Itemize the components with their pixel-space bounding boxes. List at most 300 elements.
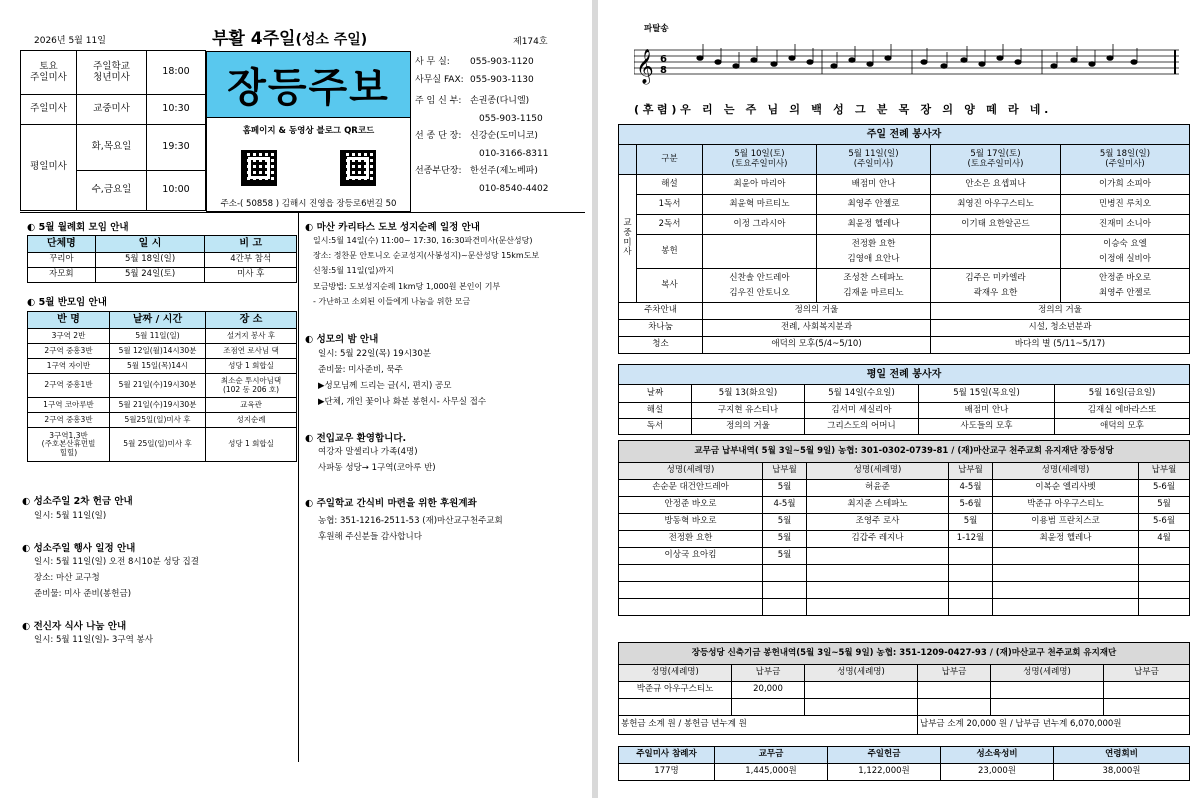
table-cell: 안정준 바오로 xyxy=(619,497,763,514)
homepage-qr-icon[interactable] xyxy=(241,150,277,186)
table-row xyxy=(619,320,1190,337)
table-cell: 5월 xyxy=(763,480,807,497)
table-cell xyxy=(949,599,993,616)
date-header: 5월 14일(수요일) xyxy=(805,385,919,403)
qr-caption: 홈페이지 & 동영상 블로그 QR코드 xyxy=(242,126,375,136)
table-cell xyxy=(807,599,949,616)
church-address: 주소-( 50858 ) 김해시 진영읍 장등로6번길 50 xyxy=(220,199,397,209)
row-label: 차나눔 xyxy=(619,320,703,337)
title-main: 부활 4주일 xyxy=(212,29,296,49)
table-cell xyxy=(703,235,817,269)
table-cell: 정의의 거울 xyxy=(931,303,1190,320)
note-head xyxy=(867,62,873,67)
sec-meal-body xyxy=(34,632,153,648)
table-cell: 1-12월 xyxy=(949,531,993,548)
contact-label: 주 임 신 부: xyxy=(415,96,462,107)
contact-value: 055-903-1130 xyxy=(470,74,534,85)
table-cell: 이복순 엘리사벳 xyxy=(993,480,1139,497)
total-value: 1,122,000원 xyxy=(828,764,941,781)
table-cell: 민병진 루치오 xyxy=(1061,195,1190,215)
table-cell: 김재실 에바라스또 xyxy=(1055,403,1190,419)
sec-donation-title: ◐ 주일학교 간식비 마련을 위한 후원계좌 xyxy=(305,495,477,509)
table-cell: 성당 1 회합실 xyxy=(206,428,297,462)
contact-label: 사무실 FAX: xyxy=(415,74,464,85)
sched-time: 18:00 xyxy=(147,51,206,95)
table-cell: 5-6월 xyxy=(1139,514,1190,531)
column-header: 연령회비 xyxy=(1054,747,1190,764)
contact-value: 055-903-1120 xyxy=(470,57,534,67)
contact-value: 010-8540-4402 xyxy=(479,183,549,194)
total-value: 23,000원 xyxy=(941,764,1054,781)
th: 비 고 xyxy=(205,236,297,253)
date-header xyxy=(931,145,1061,175)
table-cell xyxy=(807,548,949,565)
note-head xyxy=(1107,56,1113,61)
sec-vocation-collection-title: ◐ 성소주일 2차 헌금 안내 xyxy=(22,493,133,507)
text-line: ▶성모님께 드리는 글(시, 편지) 공모 xyxy=(318,381,452,392)
table-cell: 20,000 xyxy=(732,682,805,699)
table-row xyxy=(619,215,1190,235)
table-cell: 5월 25일(일)미사 후 xyxy=(110,428,206,462)
side-label: 교 중 미 사 xyxy=(619,175,637,303)
row-label: 청소 xyxy=(619,337,703,354)
table-cell: 교육관 xyxy=(206,398,297,413)
text-line: 장소: 정찬문 안토니오 순교성지(사봉성지)~문산성당 15km도보 xyxy=(313,251,540,261)
column-header: 구분 xyxy=(637,145,703,175)
table-cell: 4간부 참석 xyxy=(205,253,297,268)
table-cell: 그리스도의 어머니 xyxy=(805,419,919,435)
tithe-payment-table xyxy=(618,440,1190,616)
row-label: 주차안내 xyxy=(619,303,703,320)
table-cell: 이기태 요한알곤드 xyxy=(931,215,1061,235)
monthly-meeting-table xyxy=(27,235,297,283)
issue-number: 제174호 xyxy=(513,37,548,47)
contact-value: 신강순(도미니코) xyxy=(470,131,538,142)
column-header: 성소육성비 xyxy=(941,747,1054,764)
table-cell xyxy=(993,565,1139,582)
table-cell xyxy=(1104,699,1190,716)
table-cell xyxy=(1139,565,1190,582)
contact-line xyxy=(415,72,585,90)
weekly-totals-table xyxy=(618,746,1190,781)
table-cell: 5월25일(일)미사 후 xyxy=(110,413,206,428)
th: 단체명 xyxy=(28,236,96,253)
table-cell: 4월 xyxy=(1139,531,1190,548)
th: 반 명 xyxy=(28,312,110,329)
table-row xyxy=(619,565,1190,582)
text-line: 농협: 351-1216-2511-53 (재)마산교구천주교회 xyxy=(318,516,503,526)
note-head xyxy=(1015,60,1021,65)
table-cell: 이정 그라시아 xyxy=(703,215,817,235)
group-meeting-table xyxy=(27,311,297,462)
table-cell: 배점미 안나 xyxy=(817,175,931,195)
hymn-label: 파탈송 xyxy=(644,24,669,34)
table-title: 장등성당 신축기금 봉헌내역(5월 3일~5월 9일) 농협: 351-1209-0427-93 / (재)마산교구 천주교회 유지재단 xyxy=(619,643,1190,665)
table-row xyxy=(619,699,1190,716)
table-cell: 허윤준 xyxy=(807,480,949,497)
table-row xyxy=(619,385,1190,403)
sec-group-meeting-title: ◐ 5월 반모임 안내 xyxy=(27,294,107,308)
table-cell: 김서미 세실리아 xyxy=(805,403,919,419)
table-cell: 김주은 미카엘라 곽재우 요한 xyxy=(931,269,1061,303)
table-row xyxy=(619,441,1190,463)
row-label: 복사 xyxy=(637,269,703,303)
table-cell: 이용범 프란치스코 xyxy=(993,514,1139,531)
table-cell: 5월 xyxy=(763,514,807,531)
issue-date: 2026년 5월 11일 xyxy=(34,36,106,46)
table-cell xyxy=(763,599,807,616)
table-row xyxy=(619,480,1190,497)
sched-group: 토요 주일미사 xyxy=(21,51,77,95)
table-cell: 전정환 요한 김영애 요안나 xyxy=(817,235,931,269)
table-title: 주일 전례 봉사자 xyxy=(619,125,1190,145)
table-cell: 정의의 거울 xyxy=(692,419,805,435)
table-cell: 박준규 아우구스티노 xyxy=(993,497,1139,514)
date-line: (주일미사) xyxy=(1105,158,1145,169)
table-cell: 최윤정 헬레나 xyxy=(993,531,1139,548)
table-cell: 최지준 스테파노 xyxy=(807,497,949,514)
table-cell: 자모회 xyxy=(28,268,96,283)
building-fund-table xyxy=(618,642,1190,735)
column-header: 날짜 xyxy=(619,385,692,403)
table-row xyxy=(619,764,1190,781)
note-head xyxy=(885,56,891,61)
row-label: 봉헌 xyxy=(637,235,703,269)
column-header: 성명(세례명) xyxy=(619,463,763,480)
date-header xyxy=(817,145,931,175)
note-head xyxy=(961,58,967,63)
sec-meal-title: ◐ 전신자 식사 나눔 안내 xyxy=(22,618,126,632)
table-cell: 3구역1,3반 (주호본산휴먼빌 힐힐) xyxy=(28,428,110,462)
table-cell: 5월 xyxy=(763,531,807,548)
table-row xyxy=(28,398,297,413)
text-line: - 가난하고 소외된 이들에게 나눔을 위한 모금 xyxy=(313,296,471,306)
table-cell: 5월 xyxy=(949,514,993,531)
table-cell xyxy=(763,565,807,582)
note-head xyxy=(697,56,703,61)
sched-time: 10:30 xyxy=(147,95,206,125)
table-cell: 3구역 2반 xyxy=(28,329,110,344)
table-row xyxy=(619,682,1190,699)
column-header: 주일미사 참례자 xyxy=(619,747,715,764)
date-line: (토요주일미사) xyxy=(967,158,1024,169)
note-head xyxy=(1089,62,1095,67)
table-cell: 5월 xyxy=(1139,497,1190,514)
table-cell: 최윤혁 마르티노 xyxy=(703,195,817,215)
column-header: 납부월 xyxy=(763,463,807,480)
table-title: 교무금 납부내역( 5월 3일~5월 9일) 농협: 301-0302-0739-81 / (재)마산교구 천주교회 유지재단 장등성당 xyxy=(619,441,1190,463)
table-cell: 미사 후 xyxy=(205,268,297,283)
table-row xyxy=(619,548,1190,565)
sec-vocation-event-title: ◐ 성소주일 행사 일정 안내 xyxy=(22,540,135,554)
table-cell: 최윤아 마리아 xyxy=(703,175,817,195)
contact-label: 선 종 단 장: xyxy=(415,131,462,142)
table-cell: 안소은 요셉피나 xyxy=(931,175,1061,195)
table-cell: 4-5월 xyxy=(763,497,807,514)
contact-label: 사 무 실: xyxy=(415,57,450,67)
table-cell xyxy=(805,699,918,716)
mass-schedule-table xyxy=(20,50,206,211)
table-cell: 이승숙 요엘 이정애 실비아 xyxy=(1061,235,1190,269)
table-cell: 박준규 아우구스티노 xyxy=(619,682,732,699)
table-cell: 성지순례 xyxy=(206,413,297,428)
table-cell xyxy=(732,699,805,716)
column-header: 납부금 xyxy=(918,665,991,682)
text-line: 일시: 5월 22일(목) 19시30분 xyxy=(318,349,431,359)
table-cell: 최영진 아우구스티노 xyxy=(931,195,1061,215)
note-head xyxy=(831,64,837,69)
table-row xyxy=(619,269,1190,303)
contact-line xyxy=(415,181,585,199)
table-cell xyxy=(805,682,918,699)
sec-donation-body xyxy=(318,513,503,545)
table-row xyxy=(619,747,1190,764)
bulletin-right-page xyxy=(598,0,1200,798)
table-row xyxy=(619,643,1190,665)
table-cell xyxy=(991,699,1104,716)
text-line: 모금방법: 도보성지순례 1km당 1,000원 본인이 기부 xyxy=(313,281,501,291)
row-label: 2독서 xyxy=(637,215,703,235)
text-line: 여강자 말셀리나 가족(4명) xyxy=(318,447,418,457)
table-cell: 방동혁 바오로 xyxy=(619,514,763,531)
note-head xyxy=(921,60,927,65)
sec-pilgrimage-title: ◐ 마산 카리타스 도보 성지순례 일정 안내 xyxy=(305,219,480,233)
table-cell: 5월 24일(토) xyxy=(95,268,205,283)
th: 일 시 xyxy=(95,236,205,253)
table-row xyxy=(619,403,1190,419)
table-cell xyxy=(931,235,1061,269)
sched-group: 평일미사 xyxy=(21,125,77,211)
table-cell: 4-5월 xyxy=(949,480,993,497)
text-line: 장소: 마산 교구청 xyxy=(34,573,100,584)
table-row xyxy=(619,125,1190,145)
page-title xyxy=(212,24,367,49)
column-header: 납부금 xyxy=(732,665,805,682)
note-head xyxy=(771,62,777,67)
table-row xyxy=(28,268,297,283)
table-row xyxy=(28,344,297,359)
note-head xyxy=(979,62,985,67)
date-line: 5월 10일(토) xyxy=(734,148,785,159)
table-cell xyxy=(1104,682,1190,699)
table-row xyxy=(619,582,1190,599)
column-header: 주일헌금 xyxy=(828,747,941,764)
qr-panel xyxy=(206,118,411,212)
table-cell: 5-6월 xyxy=(1139,480,1190,497)
contact-line xyxy=(415,54,585,72)
svg-text:6: 6 xyxy=(660,54,667,65)
note-head xyxy=(941,64,947,69)
table-cell xyxy=(807,565,949,582)
date-line: 5월 18일(일) xyxy=(1099,148,1151,159)
table-cell xyxy=(807,582,949,599)
date-line: 5월 17일(토) xyxy=(970,148,1021,159)
table-cell: 조영주 로사 xyxy=(807,514,949,531)
table-cell xyxy=(1139,599,1190,616)
table-cell: 성당 1 회합실 xyxy=(206,359,297,374)
table-cell: 애덕의 모후 xyxy=(1055,419,1190,435)
contact-line xyxy=(415,111,585,129)
table-row xyxy=(619,303,1190,320)
table-cell: 5월 21일(수)19시30분 xyxy=(110,374,206,398)
sec-vocation-event-body xyxy=(34,554,199,602)
sched-group: 주일미사 xyxy=(21,95,77,125)
contact-line xyxy=(415,93,585,111)
table-cell: 2구역 중흥3반 xyxy=(28,413,110,428)
table-cell: 구지현 유스티나 xyxy=(692,403,805,419)
text-line: 준비물: 미사준비, 묵주 xyxy=(318,365,403,376)
table-row xyxy=(619,195,1190,215)
table-cell: 김갑주 레지나 xyxy=(807,531,949,548)
table-row xyxy=(619,145,1190,175)
table-cell: 진재미 소니아 xyxy=(1061,215,1190,235)
th: 장 소 xyxy=(206,312,297,329)
note-head xyxy=(1131,60,1137,65)
note-head xyxy=(751,58,757,63)
table-row xyxy=(619,531,1190,548)
hymn-lyric: (후렴)우 리 는 주 님 의 백 성 그 분 목 장 의 양 떼 라 네. xyxy=(634,103,1052,116)
sched-type: 화,목요일 xyxy=(77,125,147,171)
date-line: 5월 11일(일) xyxy=(848,148,899,159)
sched-type: 주일학교 청년미사 xyxy=(77,51,147,95)
table-cell: 전례, 사회복지분과 xyxy=(703,320,931,337)
sec-welcome-title: ◐ 전입교우 환영합니다. xyxy=(305,430,406,444)
table-row xyxy=(28,253,297,268)
table-cell xyxy=(949,565,993,582)
table-cell xyxy=(619,145,637,175)
table-cell: 5월 21일(수)19시30분 xyxy=(110,398,206,413)
contact-label: 선종부단장: xyxy=(415,166,462,177)
table-cell xyxy=(619,582,763,599)
sched-time: 10:00 xyxy=(147,171,206,211)
contact-value: 한선주(제노베파) xyxy=(470,166,538,177)
table-cell: 조점연 로사님 댁 xyxy=(206,344,297,359)
sec-mary-night-body xyxy=(318,346,486,411)
table-cell: 배점미 안나 xyxy=(919,403,1055,419)
column-header: 성명(세례명) xyxy=(805,665,918,682)
table-cell xyxy=(918,682,991,699)
note-head xyxy=(849,58,855,63)
contact-value: 055-903-1150 xyxy=(479,113,543,124)
table-cell: 1구역 자이반 xyxy=(28,359,110,374)
table-cell xyxy=(619,699,732,716)
row-label: 독서 xyxy=(619,419,692,435)
table-cell xyxy=(993,548,1139,565)
total-value: 1,445,000원 xyxy=(715,764,828,781)
total-value: 38,000원 xyxy=(1054,764,1190,781)
table-cell: 5월 18일(일) xyxy=(95,253,205,268)
table-cell: 2구역 중흥3반 xyxy=(28,344,110,359)
table-cell: 이가희 소피아 xyxy=(1061,175,1190,195)
date-header: 5월 16일(금요일) xyxy=(1055,385,1190,403)
sec-monthly-meeting-title: ◐ 5월 월례회 모임 안내 xyxy=(27,219,129,233)
note-head xyxy=(715,60,721,65)
sec-mary-night-title: ◐ 성모의 밤 안내 xyxy=(305,331,378,345)
th: 날짜 / 시간 xyxy=(110,312,206,329)
column-header: 성명(세례명) xyxy=(807,463,949,480)
table-cell xyxy=(763,582,807,599)
column-header: 납부월 xyxy=(1139,463,1190,480)
table-cell: 5월 11일(일) xyxy=(110,329,206,344)
sched-type: 수,금요일 xyxy=(77,171,147,211)
table-cell xyxy=(949,548,993,565)
column-header: 성명(세례명) xyxy=(993,463,1139,480)
table-cell: 애덕의 모후(5/4~5/10) xyxy=(703,337,931,354)
tithe-summary: 납부금 소계 20,000 원 / 납부금 년누계 6,070,000원 xyxy=(918,716,1190,735)
table-row xyxy=(619,419,1190,435)
table-row xyxy=(619,235,1190,269)
table-cell: 최윤정 헬레나 xyxy=(817,215,931,235)
table-cell: 시설, 청소년분과 xyxy=(931,320,1190,337)
row-label: 1독서 xyxy=(637,195,703,215)
table-cell: 5-6월 xyxy=(949,497,993,514)
table-cell xyxy=(949,582,993,599)
table-cell xyxy=(1139,548,1190,565)
table-row xyxy=(28,359,297,374)
table-cell: 이상국 요아킴 xyxy=(619,548,763,565)
date-header xyxy=(1061,145,1190,175)
svg-text:8: 8 xyxy=(660,65,667,76)
text-line: 준비물: 미사 준비(봉헌금) xyxy=(34,589,132,600)
column-header: 성명(세례명) xyxy=(619,665,732,682)
total-value: 177명 xyxy=(619,764,715,781)
table-row xyxy=(619,175,1190,195)
table-cell: 신찬솔 안드레아 김우진 안토니오 xyxy=(703,269,817,303)
table-cell: 설거지 봉사 후 xyxy=(206,329,297,344)
table-cell xyxy=(619,565,763,582)
text-line: 일시:5월 14일(수) 11:00~ 17:30, 16:30파견미사(문산성당) xyxy=(313,236,533,245)
table-cell: 전정환 요한 xyxy=(619,531,763,548)
table-row xyxy=(619,514,1190,531)
table-cell xyxy=(993,582,1139,599)
contact-list xyxy=(415,54,585,198)
date-header: 5월 13(화요일) xyxy=(692,385,805,403)
table-cell: 5월 12일(월)14시30분 xyxy=(110,344,206,359)
blog-qr-icon[interactable] xyxy=(340,150,376,186)
contact-value: 010-3166-8311 xyxy=(479,148,549,159)
column-divider xyxy=(298,212,299,762)
table-row xyxy=(619,716,1190,735)
date-header xyxy=(703,145,817,175)
title-sub: (성소 주일) xyxy=(295,32,368,48)
table-cell: 안정준 바오로 최영주 안젤로 xyxy=(1061,269,1190,303)
contact-line xyxy=(415,128,585,146)
date-line: (토요주일미사) xyxy=(731,158,788,169)
header-divider xyxy=(20,212,585,213)
table-cell: 바다의 별 (5/11~5/17) xyxy=(931,337,1190,354)
table-cell: 2구역 중흥1반 xyxy=(28,374,110,398)
table-cell: 1구역 코아루반 xyxy=(28,398,110,413)
table-row xyxy=(28,374,297,398)
table-row xyxy=(619,365,1190,385)
table-cell: 사도들의 모후 xyxy=(919,419,1055,435)
table-title: 평일 전례 봉사자 xyxy=(619,365,1190,385)
sec-vocation-collection-body xyxy=(34,508,106,524)
date-line: (주일미사) xyxy=(853,158,894,169)
row-label: 해설 xyxy=(637,175,703,195)
table-cell xyxy=(1139,582,1190,599)
table-cell xyxy=(918,699,991,716)
treble-clef-icon: 𝄞 xyxy=(636,49,654,84)
note-head xyxy=(789,56,795,61)
table-row xyxy=(619,337,1190,354)
sec-pilgrimage-body xyxy=(313,233,539,309)
table-cell: 5월 15일(목)14시 xyxy=(110,359,206,374)
column-header: 납부월 xyxy=(949,463,993,480)
sec-welcome-body xyxy=(318,444,436,476)
text-line: 일시: 5월 11일(일) xyxy=(34,511,107,521)
table-row xyxy=(28,329,297,344)
